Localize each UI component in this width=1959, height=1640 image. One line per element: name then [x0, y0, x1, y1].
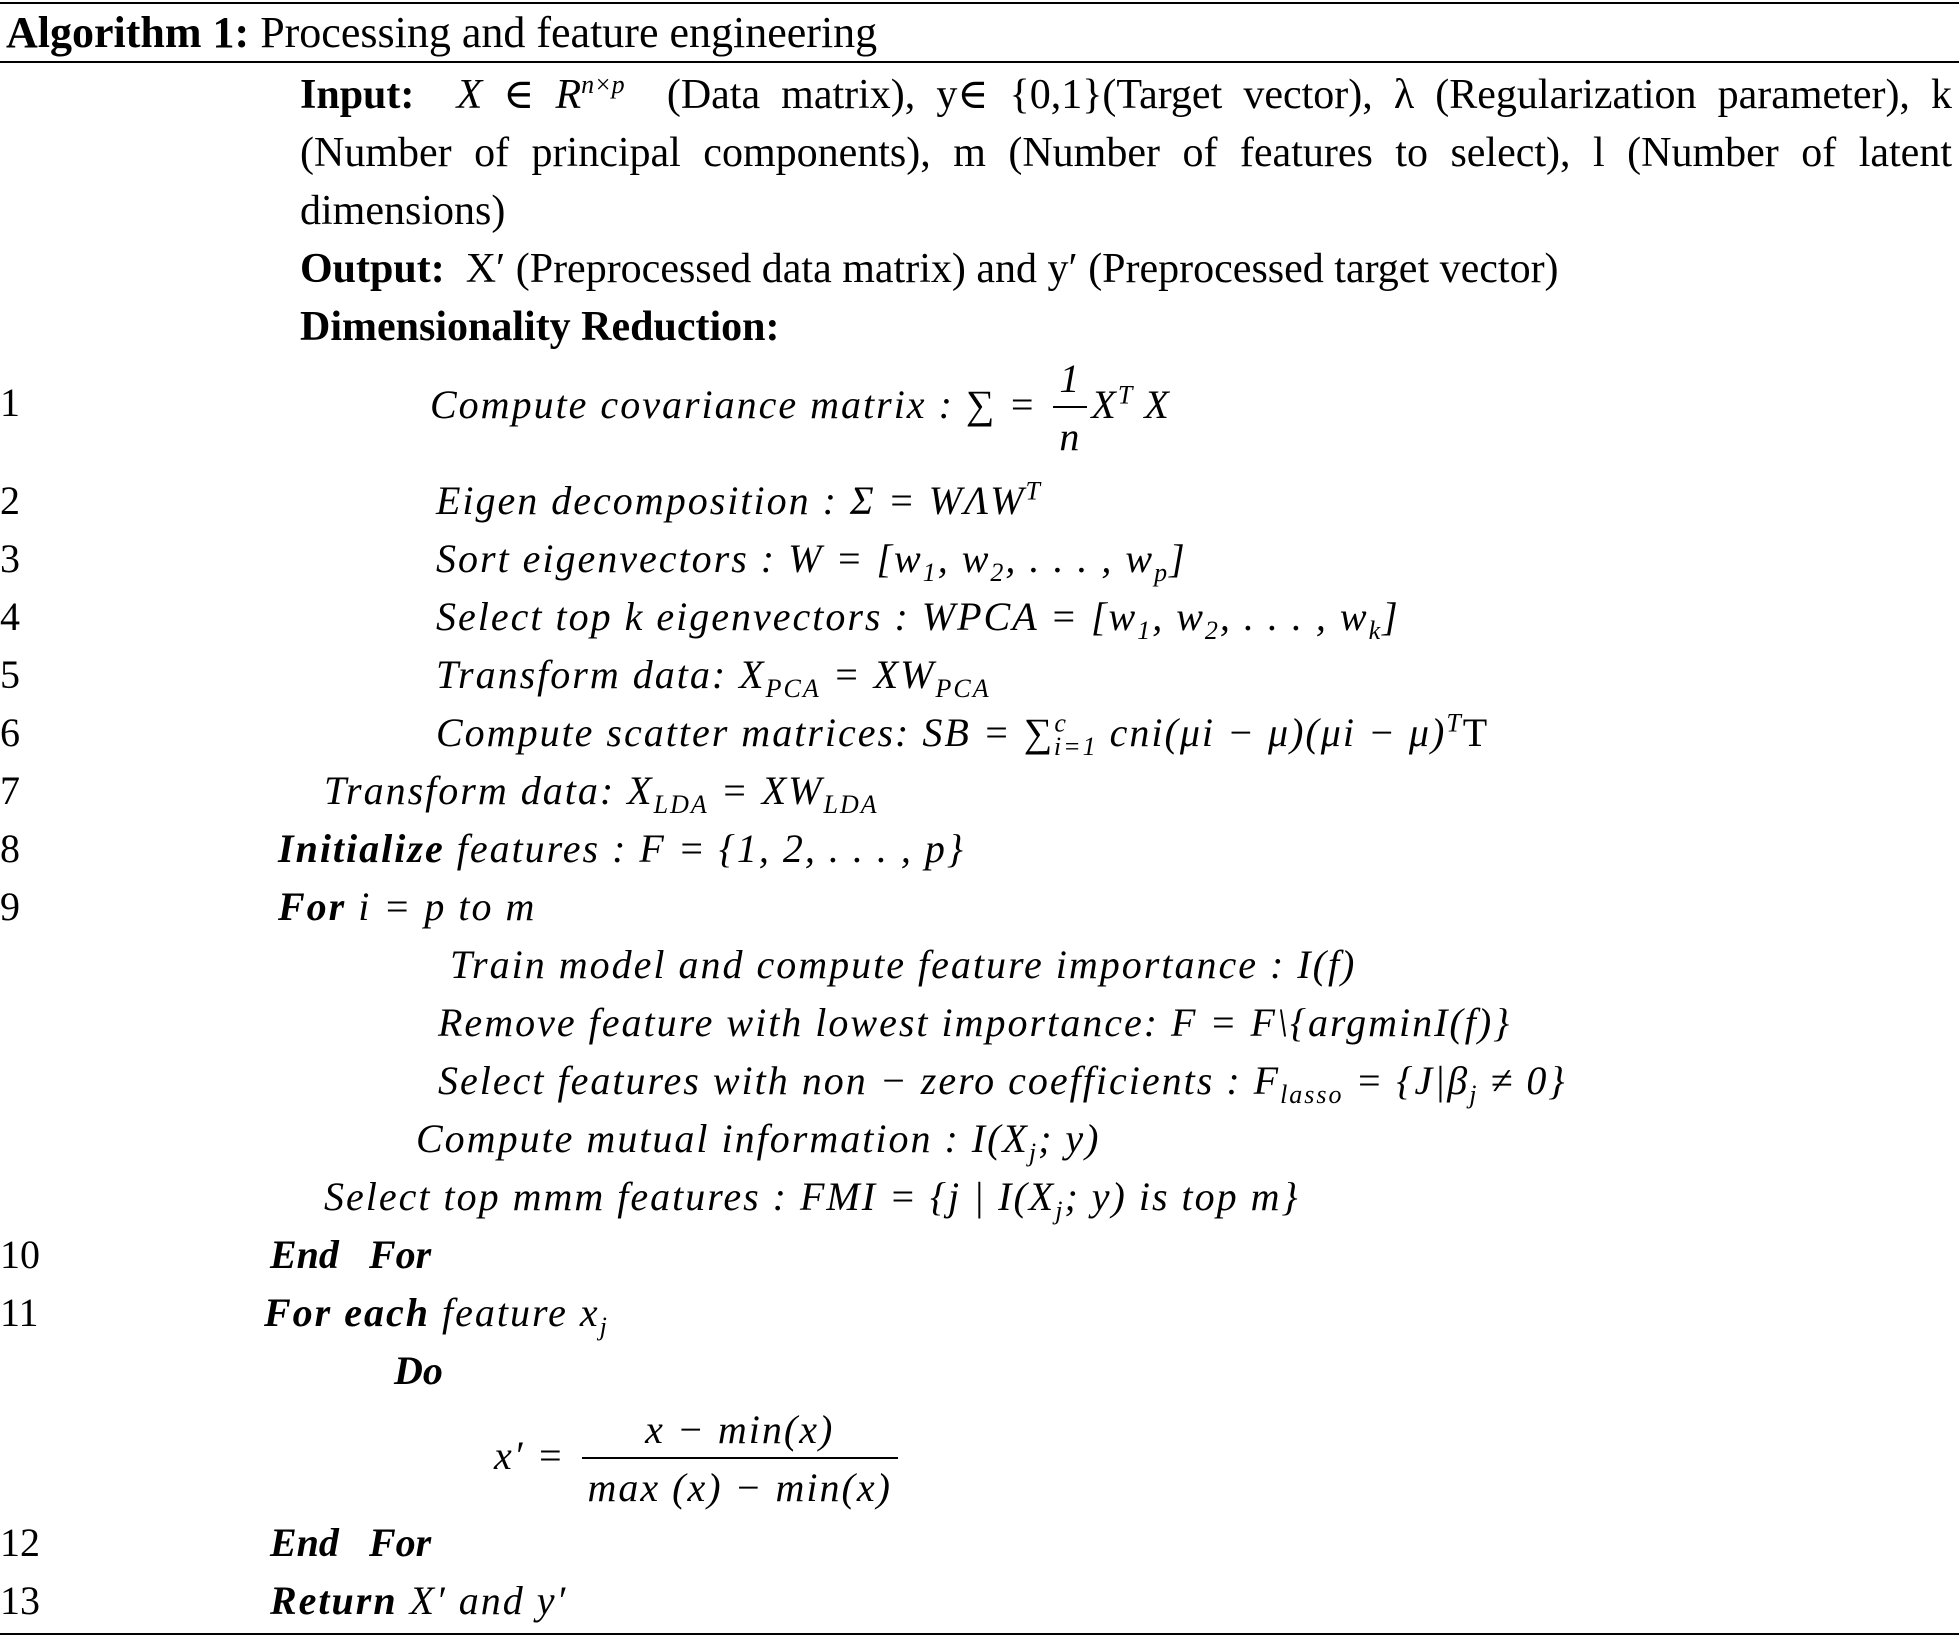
line-number: 12 — [0, 1520, 40, 1565]
step-4: Select top k eigenvectors : WPCA = [$w_1$, $w_2$, . . . , $w_k$] — [436, 594, 1400, 645]
section-heading — [300, 298, 780, 356]
keyword: Initialize — [278, 826, 445, 871]
line-number: 2 — [0, 478, 20, 523]
algorithm-name: Processing and feature engineering — [260, 8, 878, 57]
step-6: Compute scatter matrices: SB = ∑$^c_{i=1}$ $cni(\mu i - \mu)(\mu i - \mu)^TT$ — [436, 708, 1488, 761]
line-number: 4 — [0, 594, 20, 639]
keyword: For — [368, 1520, 432, 1565]
line-number: 9 — [0, 884, 20, 929]
line-number: 1 — [0, 380, 20, 425]
step-11: For each feature $x_j$ — [264, 1290, 609, 1341]
input-block — [300, 66, 1952, 240]
step-13: Return X′ and y′ — [270, 1578, 568, 1623]
input-x — [457, 72, 625, 118]
step-1: Compute covariance matrix : ∑ = $\frac{1}{n}$ $X^T$ X — [430, 350, 1171, 466]
input-x-prefix: X ∈ R — [456, 72, 582, 118]
line-number: 11 — [0, 1290, 39, 1335]
algorithm-label: Algorithm 1: — [6, 8, 250, 57]
keyword: For — [368, 1232, 432, 1277]
step-7: Transform data: $X_{LDA} = XW_{LDA}$ — [324, 768, 879, 819]
loop-line-train: Train model and compute feature importance : I(f) — [450, 942, 1357, 987]
line-number: 3 — [0, 536, 20, 581]
step-5: Transform data: $X_{PCA} = XW_{PCA}$ — [436, 652, 991, 703]
line-number: 13 — [0, 1578, 40, 1623]
line-number: 7 — [0, 768, 20, 813]
step-8: Initialize features : F = {1, 2, . . . , p} — [278, 826, 965, 871]
do-keyword: Do — [394, 1348, 443, 1393]
bottom-rule — [0, 1633, 1959, 1635]
loop-line-mutual-info: Compute mutual information : $I(X_j$; y) — [416, 1116, 1101, 1167]
step-2: Eigen decomposition : $\Sigma = W\Lambda W^T$ — [436, 476, 1042, 523]
input-text: (Data matrix), y∈ {0,1}(Target vector), λ (Regularization parameter), k (Number of principal components), m (Number of features to select), l (Number of latent dimensions) — [300, 72, 1953, 234]
output-label: Output: — [300, 246, 445, 292]
input-x-sup: n×p — [581, 70, 625, 99]
keyword: End — [270, 1520, 339, 1565]
keyword: Return — [270, 1578, 398, 1623]
input-label: Input: — [300, 72, 415, 118]
keyword: End — [270, 1232, 339, 1277]
fraction: $\frac{x - \min(x)}{\max (x) - \min(x)}$ — [582, 1403, 898, 1517]
step-10 — [270, 1226, 431, 1284]
section-label: Dimensionality Reduction: — [300, 304, 780, 350]
step-12 — [270, 1514, 431, 1572]
fraction: $\frac{1}{n}$ — [1053, 352, 1087, 466]
line-number: 5 — [0, 652, 20, 697]
loop-line-remove: Remove feature with lowest importance: F = F\{argminI(f)} — [438, 1000, 1512, 1045]
output-block — [300, 240, 1559, 298]
output-text: X′ (Preprocessed data matrix) and y′ (Preprocessed target vector) — [465, 246, 1559, 292]
line-number: 8 — [0, 826, 20, 871]
keyword: For each — [264, 1290, 430, 1335]
line-number: 6 — [0, 710, 20, 755]
line-number: 10 — [0, 1232, 40, 1277]
algorithm-title — [6, 4, 877, 62]
loop-line-select-top: Select top mmm features : FMI = {j | $I(X_j$; y) is top m} — [324, 1174, 1300, 1225]
loop-line-lasso: Select features with non − zero coefficients : $F_{lasso} = \{J|\beta_j \ne 0\}$ — [438, 1058, 1567, 1109]
step-3: Sort eigenvectors : $W = [w_1$, $w_2$, . . . , $w_p$] — [436, 536, 1187, 587]
normalization-formula: x′ = $\frac{x - \min(x)}{\max (x) - \min(x)}$ — [494, 1400, 902, 1517]
step-9: For i = p to m — [278, 884, 537, 929]
keyword: For — [278, 884, 347, 929]
